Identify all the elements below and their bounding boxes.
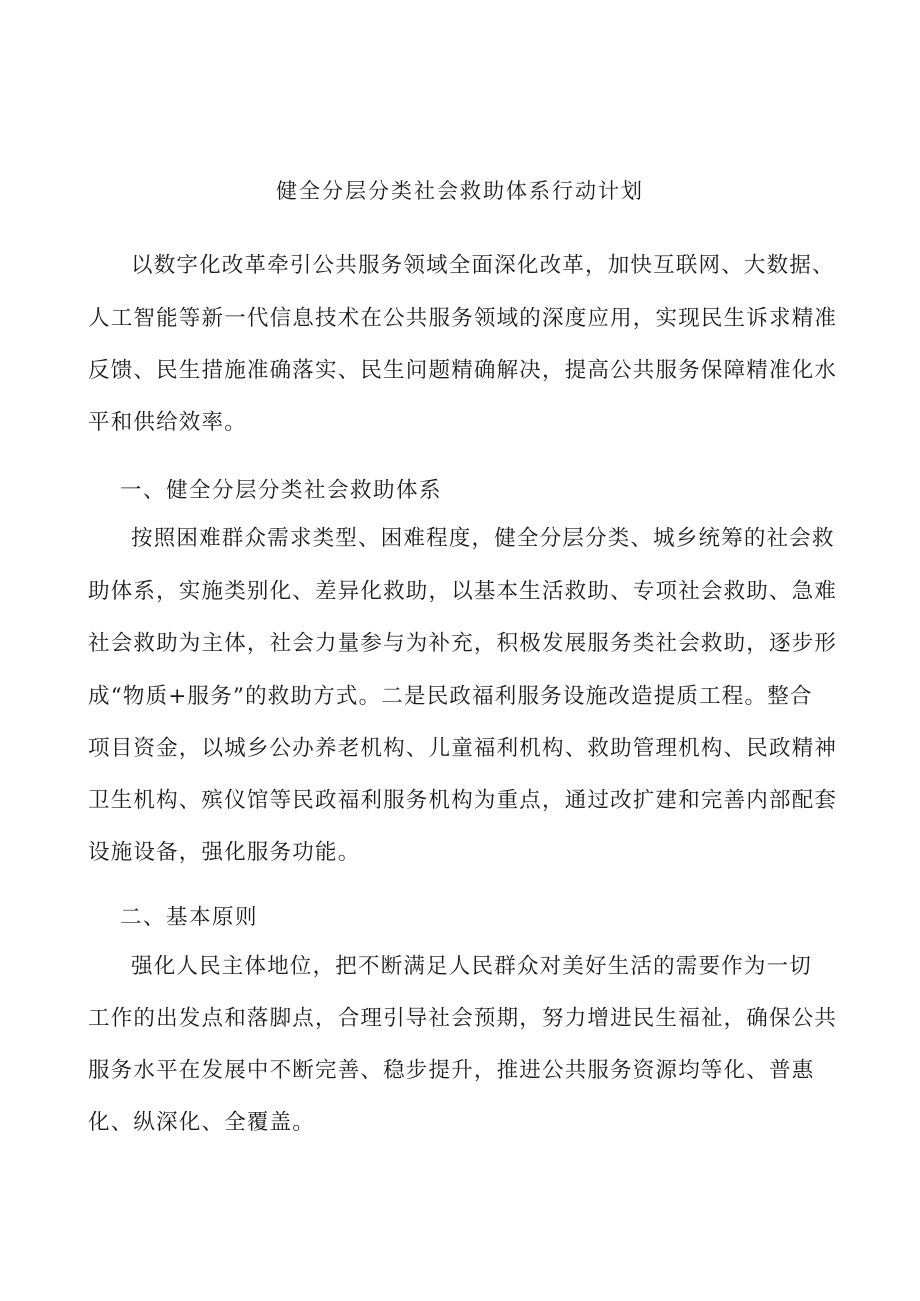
intro-line-1: 以数字化改革牵引公共服务领域全面深化改革，加快互联网、大数据、: [131, 253, 835, 278]
document-title: 健全分层分类社会救助体系行动计划: [276, 179, 644, 203]
section1-line-3: 社会救助为主体，社会力量参与为补充，积极发展服务类社会救助，逐步形: [88, 631, 838, 656]
section1-line-2: 助体系，实施类别化、差异化救助，以基本生活救助、专项社会救助、急难: [88, 579, 838, 604]
section2-line-3: 服务水平在发展中不断完善、稳步提升，推进公共服务资源均等化、普惠: [88, 1058, 815, 1083]
intro-line-3: 反馈、民生措施准确落实、民生问题精确解决，提高公共服务保障精准化水: [88, 358, 838, 383]
section1-line-5: 项目资金，以城乡公办养老机构、儿童福利机构、救助管理机构、民政精神: [88, 736, 838, 761]
section2-line-4: 化、纵深化、全覆盖。: [88, 1110, 316, 1135]
section1-line-1: 按照困难群众需求类型、困难程度，健全分层分类、城乡统筹的社会救: [131, 526, 835, 551]
intro-line-4: 平和供给效率。: [88, 410, 247, 435]
section2-line-1: 强化人民主体地位，把不断满足人民群众对美好生活的需要作为一切: [131, 954, 813, 979]
section2-heading: 二、基本原则: [120, 905, 259, 930]
intro-line-2: 人工智能等新一代信息技术在公共服务领域的深度应用，实现民生诉求精准: [88, 306, 838, 331]
section1-line-6: 卫生机构、殡仪馆等民政福利服务机构为重点，通过改扩建和完善内部配套: [88, 788, 838, 813]
section2-line-2: 工作的出发点和落脚点，合理引导社会预期，努力增进民生福祉，确保公共: [88, 1006, 838, 1031]
section1-heading: 一、健全分层分类社会救助体系: [120, 478, 443, 503]
section1-line-4: 成“物质+服务”的救助方式。二是民政福利服务设施改造提质工程。整合: [88, 684, 813, 709]
section1-line-7: 设施设备，强化服务功能。: [88, 840, 361, 865]
